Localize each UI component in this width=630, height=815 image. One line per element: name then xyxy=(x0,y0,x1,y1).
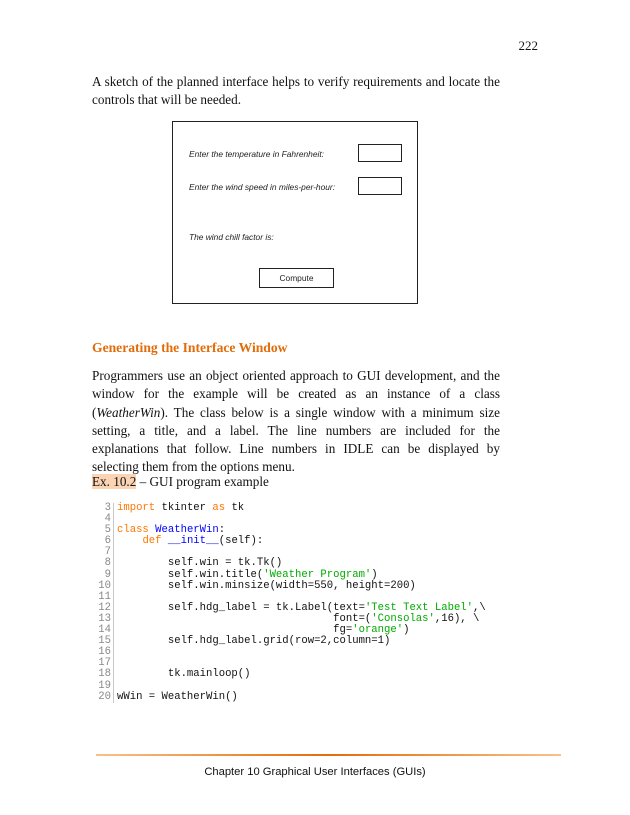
code-token: self.hdg_label.grid(row=2,column=1) xyxy=(117,635,391,648)
code-token: tk.mainloop() xyxy=(117,668,251,681)
body-paragraph xyxy=(92,367,500,477)
line-number: 14 xyxy=(97,625,114,636)
line-number: 8 xyxy=(97,558,114,569)
body-text-after: ). The class below is a single window with a minimum size setting, a title, and a label. The line numbers are included for the explanations that follow. Line numbers in IDLE can be displayed by selecting them from the options menu. xyxy=(92,404,500,475)
footer-chapter-title: Chapter 10 Graphical User Interfaces (GUIs) xyxy=(204,766,426,778)
code-token: fg= xyxy=(117,624,353,637)
sketch-result-label: The wind chill factor is: xyxy=(189,232,274,242)
code-token: 'Consolas' xyxy=(371,612,435,625)
code-token: 'Weather Program' xyxy=(263,568,372,581)
class-name: WeatherWin xyxy=(96,404,161,420)
example-label: Ex. 10.2 xyxy=(92,474,137,489)
sketch-wind-input xyxy=(358,177,402,195)
code-token: def xyxy=(142,535,162,548)
line-number: 7 xyxy=(97,547,114,558)
code-token: wWin = WeatherWin() xyxy=(117,690,238,703)
line-number: 18 xyxy=(97,669,114,680)
line-number: 3 xyxy=(97,503,114,514)
footer-divider xyxy=(96,754,561,756)
code-line xyxy=(97,647,486,658)
code-token: font=( xyxy=(117,612,372,625)
example-caption-text: – GUI program example xyxy=(136,474,269,489)
code-line xyxy=(97,581,486,592)
body-text-before: Programmers use an object oriented approach to GUI development, and the window for the example will be created as an instance of a class ( xyxy=(92,368,500,420)
line-number: 17 xyxy=(97,658,114,669)
line-number: 5 xyxy=(97,525,114,536)
code-token: ) xyxy=(403,624,410,637)
line-number: 4 xyxy=(97,514,114,525)
intro-paragraph: A sketch of the planned interface helps to verify requirements and locate the controls that will be needed. xyxy=(92,74,500,108)
line-number: 12 xyxy=(97,603,114,614)
line-number: 6 xyxy=(97,536,114,547)
code-line xyxy=(97,636,486,647)
code-token: WeatherWin xyxy=(155,524,219,537)
code-token: self.win = tk.Tk() xyxy=(117,557,283,570)
code-token: __init__ xyxy=(167,535,219,548)
code-token: : xyxy=(218,524,226,537)
code-token: ,\ xyxy=(473,601,486,614)
code-token: (self): xyxy=(218,535,264,548)
code-token: self.win.minsize(width=550, height=200) xyxy=(117,579,416,592)
sketch-wind-label: Enter the wind speed in miles-per-hour: xyxy=(189,182,336,192)
code-line xyxy=(97,536,486,547)
example-caption xyxy=(92,474,269,490)
code-listing xyxy=(97,503,486,703)
code-token: class xyxy=(117,524,149,537)
line-number: 16 xyxy=(97,647,114,658)
code-token: tk xyxy=(225,502,245,514)
code-token: 'Test Text Label' xyxy=(364,601,474,614)
sketch-temp-input xyxy=(358,144,402,162)
line-number: 11 xyxy=(97,592,114,603)
code-token: 'orange' xyxy=(352,624,404,637)
code-token: ) xyxy=(371,568,378,581)
code-line xyxy=(97,503,486,514)
page-number: 222 xyxy=(518,38,538,53)
line-number: 19 xyxy=(97,681,114,692)
line-number: 13 xyxy=(97,614,114,625)
line-number: 9 xyxy=(97,570,114,581)
code-line xyxy=(97,669,486,680)
code-token: import xyxy=(117,502,156,514)
code-token: ,16), \ xyxy=(434,612,480,625)
section-heading: Generating the Interface Window xyxy=(92,340,288,355)
code-token: self.win.title( xyxy=(117,568,264,581)
code-token: self.hdg_label = tk.Label(text= xyxy=(117,601,365,614)
code-line xyxy=(97,692,486,703)
line-number: 10 xyxy=(97,581,114,592)
sketch-compute-button: Compute xyxy=(259,268,334,288)
code-token: as xyxy=(212,502,226,514)
sketch-temp-label: Enter the temperature in Fahrenheit: xyxy=(189,149,325,159)
interface-sketch xyxy=(172,121,418,304)
line-number: 15 xyxy=(97,636,114,647)
code-token: tkinter xyxy=(155,502,213,514)
code-token xyxy=(117,535,142,547)
line-number: 20 xyxy=(97,692,114,703)
